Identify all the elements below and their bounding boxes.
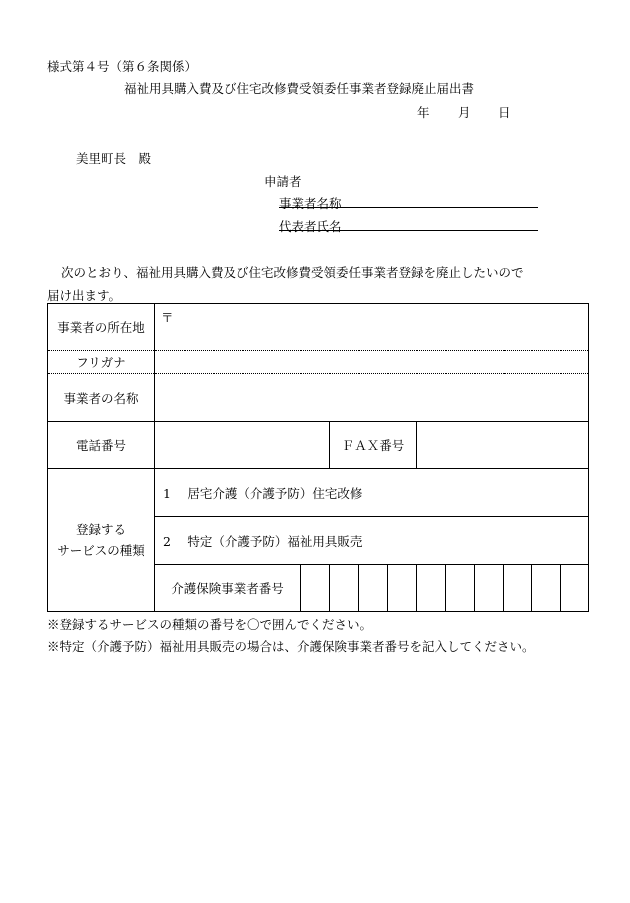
insurer-digit-box[interactable]: [301, 565, 330, 612]
postal-mark: 〒: [161, 310, 174, 325]
phone-label-text: 電話番号: [75, 438, 126, 453]
insurer-digit-box[interactable]: [417, 565, 446, 612]
date-month: 月: [458, 105, 471, 120]
service-option-1[interactable]: [155, 469, 589, 517]
insurer-digit-box[interactable]: [475, 565, 504, 612]
furigana-label-text: フリガナ: [76, 355, 126, 370]
date-day: 日: [498, 105, 511, 120]
address-field[interactable]: [155, 304, 589, 351]
insurer-digit-box[interactable]: [330, 565, 359, 612]
business-name-label: 事業者名称: [279, 196, 342, 211]
phone-label: [48, 422, 155, 469]
representative-name-field[interactable]: [279, 216, 538, 231]
insurer-digit-box[interactable]: [504, 565, 532, 612]
fax-field[interactable]: [417, 422, 589, 469]
intro-text-line1: 次のとおり、福祉用具購入費及び住宅改修費受領委任事業者登録を廃止したいので: [61, 265, 524, 280]
business-name-table-label: [48, 374, 155, 422]
document-title: 福祉用具購入費及び住宅改修費受領委任事業者登録廃止届出書: [124, 81, 475, 96]
applicant-heading: 申請者: [264, 174, 302, 189]
date-year: 年: [417, 105, 430, 120]
fax-label-text: ＦＡＸ番号: [341, 438, 405, 453]
service-type-label-line2: サービスの種類: [57, 543, 145, 558]
insurer-digit-box[interactable]: [388, 565, 417, 612]
insurer-digit-box[interactable]: [446, 565, 475, 612]
registration-table: [47, 303, 589, 612]
address-label-text: 事業者の所在地: [57, 320, 145, 335]
form-number: 様式第４号（第６条関係）: [47, 59, 198, 74]
business-name-field[interactable]: [279, 193, 538, 208]
furigana-label: [48, 351, 155, 374]
service-type-label: [48, 469, 155, 612]
intro-text-line2: 届け出ます。: [47, 288, 122, 303]
insurer-digit-box[interactable]: [532, 565, 561, 612]
insurer-number-label-text: 介護保険事業者番号: [171, 581, 284, 596]
furigana-field[interactable]: [155, 351, 589, 374]
service-option-2-text: 2 特定（介護予防）福祉用具販売: [163, 533, 363, 549]
business-name-table-field[interactable]: [155, 374, 589, 422]
service-type-label-line1: 登録する: [75, 522, 126, 537]
addressee: 美里町長 殿: [76, 151, 152, 166]
fax-label: [330, 422, 417, 469]
service-option-2[interactable]: [155, 517, 589, 565]
insurer-digit-box[interactable]: [359, 565, 388, 612]
address-label: [48, 304, 155, 351]
note-2: ※特定（介護予防）福祉用具販売の場合は、介護保険事業者番号を記入してください。: [47, 639, 535, 654]
insurer-digit-box[interactable]: [561, 565, 589, 612]
note-1: ※登録するサービスの種類の番号を〇で囲んでください。: [47, 617, 373, 632]
phone-field[interactable]: [155, 422, 330, 469]
insurer-number-label: [155, 565, 301, 612]
business-name-table-label-text: 事業者の名称: [63, 390, 139, 406]
service-option-1-text: 1 居宅介護（介護予防）住宅改修: [163, 485, 363, 501]
representative-label: 代表者氏名: [279, 219, 342, 234]
